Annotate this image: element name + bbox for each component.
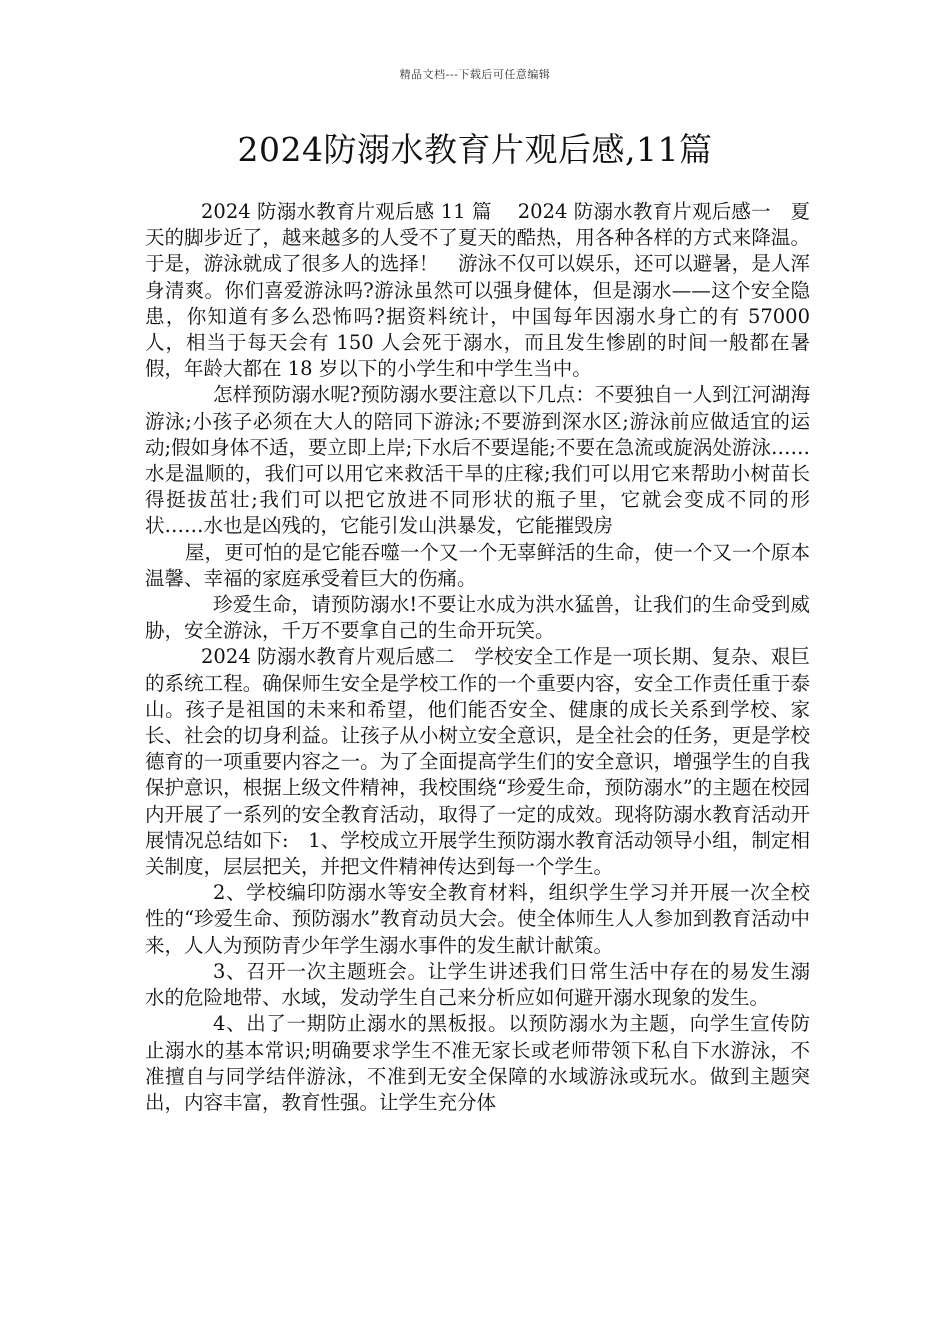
paragraph-7: 3、召开一次主题班会。让学生讲述我们日常生活中存在的易发生溺水的危险地带、水域，发动学生自己来分析应如何避开溺水现象的发生。 — [145, 959, 810, 1010]
paragraph-1: 2024 防溺水教育片观后感 11 篇 2024 防溺水教育片观后感一 夏天的脚步近了，越来越多的人受不了夏天的酷热，用各种各样的方式来降温。于是，游泳就成了很多人的选择！ 游泳不仅可以娱乐，还可以避暑，是人浑身清爽。你们喜爱游泳吗?游泳虽然可以强身健体，但是溺水——这个安全隐患，你知道有多么恐怖吗?据资料统计，中国每年因溺水身亡的有 57000 人，相当于每天会有 150 人会死于溺水，而且发生惨剧的时间一般都在暑假，年龄大都在 18 岁以下的小学生和中学生当中。 — [145, 200, 810, 381]
paragraph-6: 2、学校编印防溺水等安全教育材料，组织学生学习并开展一次全校性的“珍爱生命、预防溺水”教育动员大会。使全体师生人人参加到教育活动中来，人人为预防青少年学生溺水事件的发生献计献策。 — [145, 881, 810, 957]
document-title: 2024防溺水教育片观后感,11篇 — [237, 130, 713, 169]
header-note: 精品文档---下载后可任意编辑 — [399, 68, 551, 81]
paragraph-4: 珍爱生命，请预防溺水!不要让水成为洪水猛兽，让我们的生命受到威胁，安全游泳，千万不要拿自己的生命开玩笑。 — [145, 593, 810, 643]
paragraph-8: 4、出了一期防止溺水的黑板报。以预防溺水为主题，向学生宣传防止溺水的基本常识;明确要求学生不准无家长或老师带领下私自下水游泳，不准擅自与同学结伴游泳，不准到无安全保障的水域游泳或玩水。做到主题突出，内容丰富，教育性强。让学生充分体 — [145, 1012, 810, 1114]
paragraph-5: 2024 防溺水教育片观后感二 学校安全工作是一项长期、复杂、艰巨的系统工程。确保师生安全是学校工作的一个重要内容，安全工作责任重于泰山。孩子是祖国的未来和希望，他们能否安全、健康的成长关系到学校、家长、社会的切身利益。让孩子从小树立安全意识，是全社会的任务，更是学校德育的一项重要内容之一。为了全面提高学生们的安全意识，增强学生的自我保护意识，根据上级文件精神，我校围绕“珍爱生命，预防溺水”的主题在校园内开展了一系列的安全教育活动，取得了一定的成效。现将防溺水教育活动开展情况总结如下: 1、学校成立开展学生预防溺水教育活动领导小组，制定相关制度，层层把关，并把文件精神传达到每一个学生。 — [145, 645, 810, 879]
paragraph-2: 怎样预防溺水呢?预防溺水要注意以下几点：不要独自一人到江河湖海游泳;小孩子必须在大人的陪同下游泳;不要游到深水区;游泳前应做适宜的运动;假如身体不适，要立即上岸;下水后不要逞能;不要在急流或旋涡处游泳…… 水是温顺的，我们可以用它来救活干旱的庄稼;我们可以用它来帮助小树苗长得挺拔茁壮;我们可以把它放进不同形状的瓶子里，它就会变成不同的形状……水也是凶残的，它能引发山洪暴发，它能摧毁房 — [145, 383, 830, 538]
paragraph-3: 屋，更可怕的是它能吞噬一个又一个无辜鲜活的生命，使一个又一个原本温馨、幸福的家庭承受着巨大的伤痛。 — [145, 540, 810, 590]
document-body — [145, 199, 830, 1116]
